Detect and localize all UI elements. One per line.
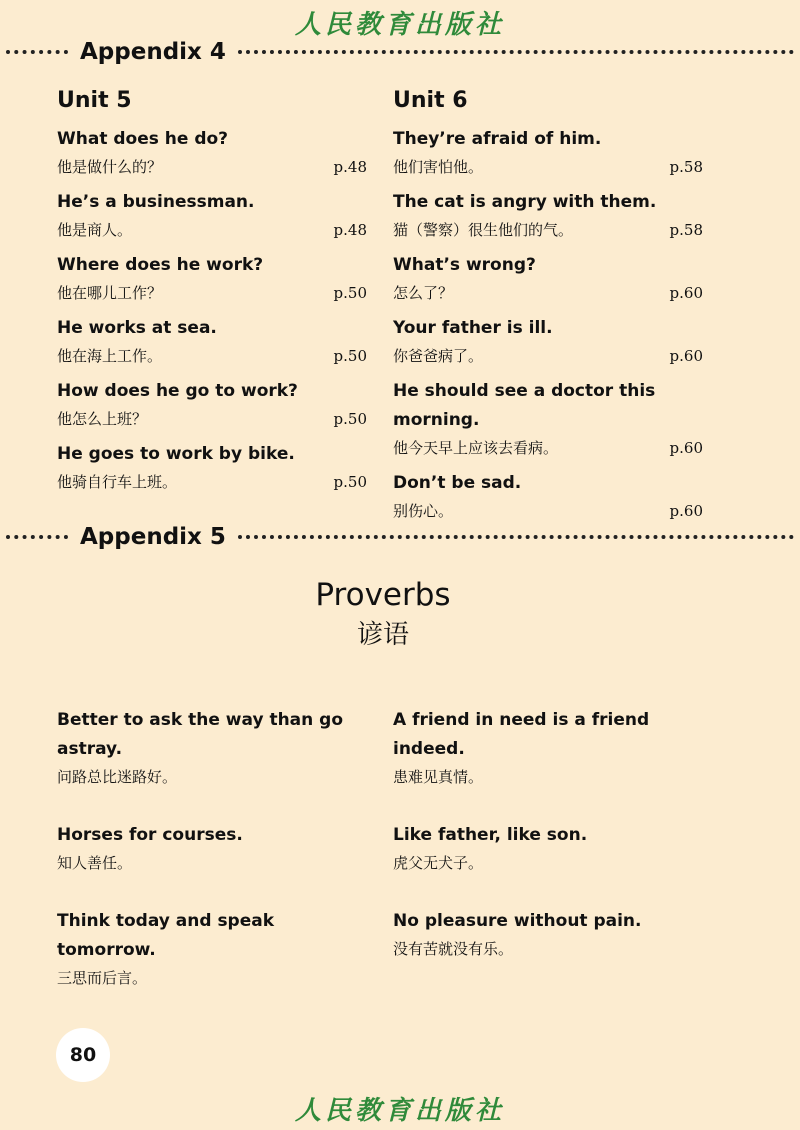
- unit-6-column: [393, 88, 703, 532]
- sentence-entry: [57, 440, 367, 496]
- chinese-translation: 他在哪儿工作？: [57, 284, 163, 302]
- proverbs-left-column: [57, 706, 357, 1022]
- sentence-entry: [393, 314, 703, 370]
- english-sentence: They’re afraid of him.: [393, 129, 602, 149]
- sentence-entry: [57, 377, 367, 433]
- english-sentence: What’s wrong?: [393, 255, 536, 275]
- chinese-translation: 他是做什么的？: [57, 158, 163, 176]
- english-sentence: How does he go to work?: [57, 381, 298, 401]
- english-sentence: The cat is angry with them.: [393, 192, 657, 212]
- chinese-translation: 别伤心。: [393, 502, 454, 520]
- sentence-entry: [57, 125, 367, 181]
- proverb-item: [393, 821, 723, 877]
- publisher-logo-top: 人民教育出版社: [294, 10, 505, 40]
- english-sentence: Your father is ill.: [393, 318, 553, 338]
- proverb-item: [393, 706, 723, 791]
- page-reference: p.50: [333, 347, 367, 365]
- chinese-translation: 怎么了？: [393, 284, 454, 302]
- page-reference: p.48: [333, 158, 367, 176]
- proverbs-heading: Proverbs: [315, 577, 451, 613]
- dotted-rule: [238, 50, 794, 54]
- dotted-rule: [238, 535, 794, 539]
- proverb-chinese: 没有苦就没有乐。: [393, 940, 514, 958]
- sentence-entry: [393, 377, 703, 462]
- sentence-entry: [393, 188, 703, 244]
- unit-5-column: [57, 88, 367, 503]
- english-sentence: Where does he work?: [57, 255, 264, 275]
- chinese-translation: 他骑自行车上班。: [57, 473, 178, 491]
- publisher-logo-bottom: 人民教育出版社: [294, 1096, 505, 1126]
- page-number: 80: [56, 1028, 110, 1082]
- sentence-entry: [57, 251, 367, 307]
- chinese-translation: 他今天早上应该去看病。: [393, 439, 559, 457]
- proverb-item: [57, 907, 357, 992]
- sentence-entry: [393, 125, 703, 181]
- proverb-english: A friend in need is a friend indeed.: [393, 710, 650, 759]
- chinese-translation: 他怎么上班？: [57, 410, 148, 428]
- chinese-translation: 他在海上工作。: [57, 347, 163, 365]
- proverbs-right-column: [393, 706, 723, 993]
- proverb-item: [57, 706, 357, 791]
- sentence-entry: [393, 251, 703, 307]
- chinese-translation: 你爸爸病了。: [393, 347, 484, 365]
- english-sentence: He should see a doctor this morning.: [393, 381, 656, 430]
- appendix-5-title: Appendix 5: [80, 524, 226, 550]
- page-reference: p.60: [669, 502, 703, 520]
- page-reference: p.50: [333, 410, 367, 428]
- proverb-chinese: 问路总比迷路好。: [57, 768, 178, 786]
- proverb-english: No pleasure without pain.: [393, 911, 642, 931]
- appendix-5-header: [0, 517, 800, 557]
- page-reference: p.60: [669, 347, 703, 365]
- english-sentence: He’s a businessman.: [57, 192, 255, 212]
- unit-6-title: Unit 6: [393, 88, 468, 113]
- appendix-4-title: Appendix 4: [80, 39, 226, 65]
- proverb-item: [57, 821, 357, 877]
- chinese-translation: 他们害怕他。: [393, 158, 484, 176]
- dotted-rule: [6, 535, 68, 539]
- proverb-chinese: 三思而后言。: [57, 969, 148, 987]
- appendix-4-header: [0, 32, 800, 72]
- page-reference: p.58: [669, 221, 703, 239]
- proverbs-heading-chinese: 谚语: [356, 620, 409, 650]
- proverb-chinese: 知人善任。: [57, 854, 133, 872]
- english-sentence: Don’t be sad.: [393, 473, 522, 493]
- page-reference: p.60: [669, 284, 703, 302]
- proverb-english: Like father, like son.: [393, 825, 588, 845]
- english-sentence: He works at sea.: [57, 318, 217, 338]
- proverb-english: Horses for courses.: [57, 825, 243, 845]
- proverb-english: Think today and speak tomorrow.: [57, 911, 275, 960]
- english-sentence: What does he do?: [57, 129, 229, 149]
- dotted-rule: [6, 50, 68, 54]
- page-reference: p.48: [333, 221, 367, 239]
- unit-5-title: Unit 5: [57, 88, 132, 113]
- chinese-translation: 他是商人。: [57, 221, 133, 239]
- page-reference: p.58: [669, 158, 703, 176]
- page-reference: p.50: [333, 473, 367, 491]
- chinese-translation: 猫（警察）很生他们的气。: [393, 221, 574, 239]
- sentence-entry: [57, 314, 367, 370]
- english-sentence: He goes to work by bike.: [57, 444, 295, 464]
- page-reference: p.60: [669, 439, 703, 457]
- proverb-item: [393, 907, 723, 963]
- proverb-chinese: 患难见真情。: [393, 768, 484, 786]
- proverb-chinese: 虎父无犬子。: [393, 854, 484, 872]
- page-reference: p.50: [333, 284, 367, 302]
- proverb-english: Better to ask the way than go astray.: [57, 710, 344, 759]
- sentence-entry: [57, 188, 367, 244]
